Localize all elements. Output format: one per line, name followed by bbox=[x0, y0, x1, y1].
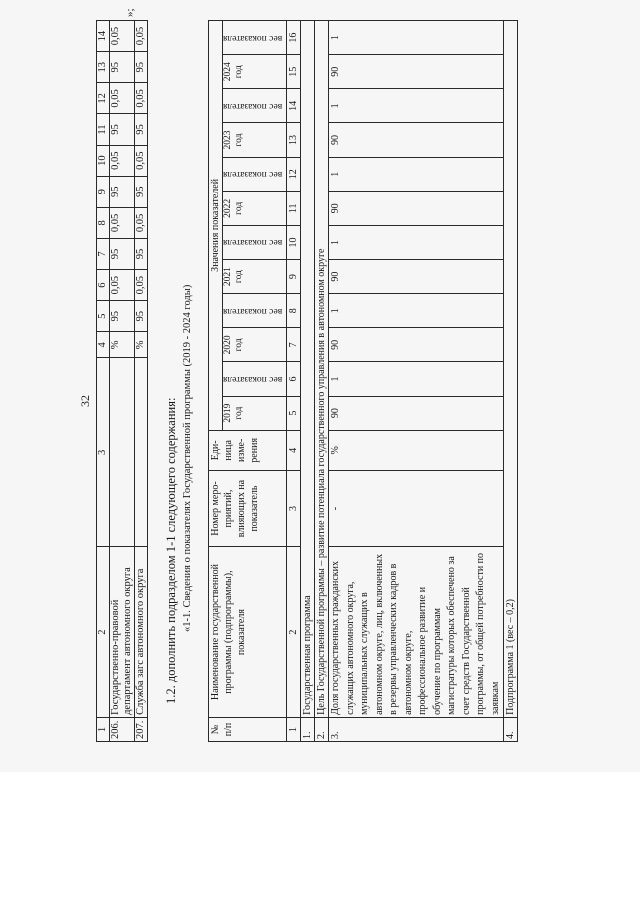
value-cell: 90 bbox=[329, 328, 504, 362]
row-number: 206. bbox=[110, 717, 135, 741]
col-number: 4 bbox=[97, 332, 110, 358]
header-weight bbox=[223, 157, 287, 191]
table-cell: 95 bbox=[135, 52, 148, 83]
value-cell: 90 bbox=[329, 396, 504, 430]
table-cell: 0,05 bbox=[135, 207, 148, 238]
header-weight-label: вес показателя bbox=[223, 237, 283, 248]
row-name: Служба загс автономного округа bbox=[135, 547, 148, 718]
col-number: 2 bbox=[97, 547, 110, 718]
header-year: 2021 год bbox=[223, 260, 287, 294]
col-number: 11 bbox=[97, 114, 110, 145]
table-cell: 95 bbox=[110, 301, 135, 332]
header-num: № п/п bbox=[209, 717, 287, 741]
table-header-row bbox=[209, 21, 223, 742]
header-year: 2020 год bbox=[223, 328, 287, 362]
header-year: 2023 год bbox=[223, 123, 287, 157]
table-cell: 0,05 bbox=[135, 83, 148, 114]
col-number: 6 bbox=[287, 362, 301, 396]
col-number: 14 bbox=[287, 89, 301, 123]
table-cell: 95 bbox=[135, 114, 148, 145]
row-text: Подпрограмма 1 (вес – 0,2) bbox=[504, 21, 518, 718]
table-cell: 0,05 bbox=[110, 145, 135, 176]
table-cell: 95 bbox=[135, 301, 148, 332]
col-number: 10 bbox=[97, 145, 110, 176]
table-cell: 0,05 bbox=[135, 21, 148, 52]
table-caption: «1-1. Сведения о показателях Государственной программы (2019 - 2024 годы) bbox=[182, 284, 193, 632]
header-weight bbox=[223, 21, 287, 55]
row-text: Цель Государственной программы – развитие потенциала государственного управления в автономном округе bbox=[315, 21, 329, 718]
table-cell: 0,05 bbox=[110, 21, 135, 52]
unit-cell: % bbox=[329, 430, 504, 470]
row-number: 207. bbox=[135, 717, 148, 741]
table-header-row bbox=[97, 21, 110, 742]
table-cell: 95 bbox=[110, 52, 135, 83]
table-cell: % bbox=[135, 332, 148, 358]
weight-cell: 1 bbox=[329, 294, 504, 328]
header-weight bbox=[223, 89, 287, 123]
header-name: Наименование государственной программы (подпрограммы), показателя bbox=[209, 547, 287, 718]
header-weight-label: вес показателя bbox=[223, 374, 283, 385]
col-number: 6 bbox=[97, 270, 110, 301]
row-text: Государственная программа bbox=[301, 21, 315, 718]
col-number: 7 bbox=[97, 238, 110, 269]
table-cell: 95 bbox=[135, 238, 148, 269]
weight-cell: 1 bbox=[329, 21, 504, 55]
col-number: 5 bbox=[97, 301, 110, 332]
header-weight bbox=[223, 362, 287, 396]
table-cell: 0,05 bbox=[110, 207, 135, 238]
table-cell: 0,05 bbox=[110, 83, 135, 114]
measures-cell: - bbox=[329, 470, 504, 546]
continuation-table bbox=[96, 20, 148, 742]
weight-cell: 1 bbox=[329, 157, 504, 191]
col-number: 2 bbox=[287, 547, 301, 718]
col-number: 14 bbox=[97, 21, 110, 52]
col-number: 12 bbox=[287, 157, 301, 191]
table-row bbox=[329, 21, 504, 742]
weight-cell: 1 bbox=[329, 362, 504, 396]
table-cell: 0,05 bbox=[135, 270, 148, 301]
value-cell: 90 bbox=[329, 123, 504, 157]
col-number: 7 bbox=[287, 328, 301, 362]
table-cell bbox=[135, 358, 148, 547]
header-measures: Номер меро-приятий, влияющих на показатель bbox=[209, 470, 287, 546]
row-number: 2. bbox=[315, 717, 329, 741]
col-number: 3 bbox=[287, 470, 301, 546]
row-number: 4. bbox=[504, 717, 518, 741]
table-cell: 0,05 bbox=[110, 270, 135, 301]
header-year: 2022 год bbox=[223, 191, 287, 225]
indicator-name: Доля государственных гражданских служащих автономного округа, муниципальных служащих в автономном округе, лиц, включенных в резервы управленческих кадров в автономном округе, профессиональное развитие и обучение по программам магистратуры которых обеспечено за счет средств Государственной программы, от общей потребности по заявкам bbox=[329, 547, 504, 718]
col-number: 8 bbox=[97, 207, 110, 238]
table-cell: 95 bbox=[135, 176, 148, 207]
header-values-group: Значения показателей bbox=[209, 21, 223, 431]
col-number: 12 bbox=[97, 83, 110, 114]
rotated-content bbox=[4, 0, 640, 772]
col-number: 5 bbox=[287, 396, 301, 430]
row-name: Государственно-правовой департамент автономного округа bbox=[110, 547, 135, 718]
row-number: 3. bbox=[329, 717, 504, 741]
col-number: 4 bbox=[287, 430, 301, 470]
weight-cell: 1 bbox=[329, 225, 504, 259]
header-weight-label: вес показателя bbox=[223, 100, 283, 111]
table-cell: 95 bbox=[110, 176, 135, 207]
table-cell: % bbox=[110, 332, 135, 358]
intro-text: 1.2. дополнить подразделом 1-1 следующего содержания: bbox=[164, 397, 178, 704]
header-weight-label: вес показателя bbox=[223, 169, 283, 180]
value-cell: 90 bbox=[329, 191, 504, 225]
header-weight bbox=[223, 225, 287, 259]
header-weight-label: вес показателя bbox=[223, 305, 283, 316]
table-row bbox=[110, 21, 135, 742]
col-number: 3 bbox=[97, 358, 110, 547]
table-cell bbox=[110, 358, 135, 547]
table-cell: 0,05 bbox=[135, 145, 148, 176]
closing-quote: »; bbox=[124, 8, 136, 17]
value-cell: 90 bbox=[329, 260, 504, 294]
table-row bbox=[504, 21, 518, 742]
col-number: 10 bbox=[287, 225, 301, 259]
col-number: 1 bbox=[287, 717, 301, 741]
col-number: 9 bbox=[287, 260, 301, 294]
row-number: 1. bbox=[301, 717, 315, 741]
col-number: 16 bbox=[287, 21, 301, 55]
table-cell: 95 bbox=[110, 114, 135, 145]
col-number: 9 bbox=[97, 176, 110, 207]
col-number: 13 bbox=[97, 52, 110, 83]
header-year: 2019 год bbox=[223, 396, 287, 430]
col-number: 8 bbox=[287, 294, 301, 328]
table-row bbox=[135, 21, 148, 742]
col-number: 15 bbox=[287, 55, 301, 89]
table-cell: 95 bbox=[110, 238, 135, 269]
column-numbers-row bbox=[287, 21, 301, 742]
header-unit: Еди-ница изме-рения bbox=[209, 430, 287, 470]
col-number: 1 bbox=[97, 717, 110, 741]
header-weight-label: вес показателя bbox=[223, 32, 283, 43]
indicators-table bbox=[208, 20, 518, 742]
value-cell: 90 bbox=[329, 55, 504, 89]
col-number: 13 bbox=[287, 123, 301, 157]
weight-cell: 1 bbox=[329, 89, 504, 123]
header-year: 2024 год bbox=[223, 55, 287, 89]
col-number: 11 bbox=[287, 191, 301, 225]
header-weight bbox=[223, 294, 287, 328]
table-row bbox=[315, 21, 329, 742]
page-number: 32 bbox=[78, 395, 92, 407]
table-row bbox=[301, 21, 315, 742]
